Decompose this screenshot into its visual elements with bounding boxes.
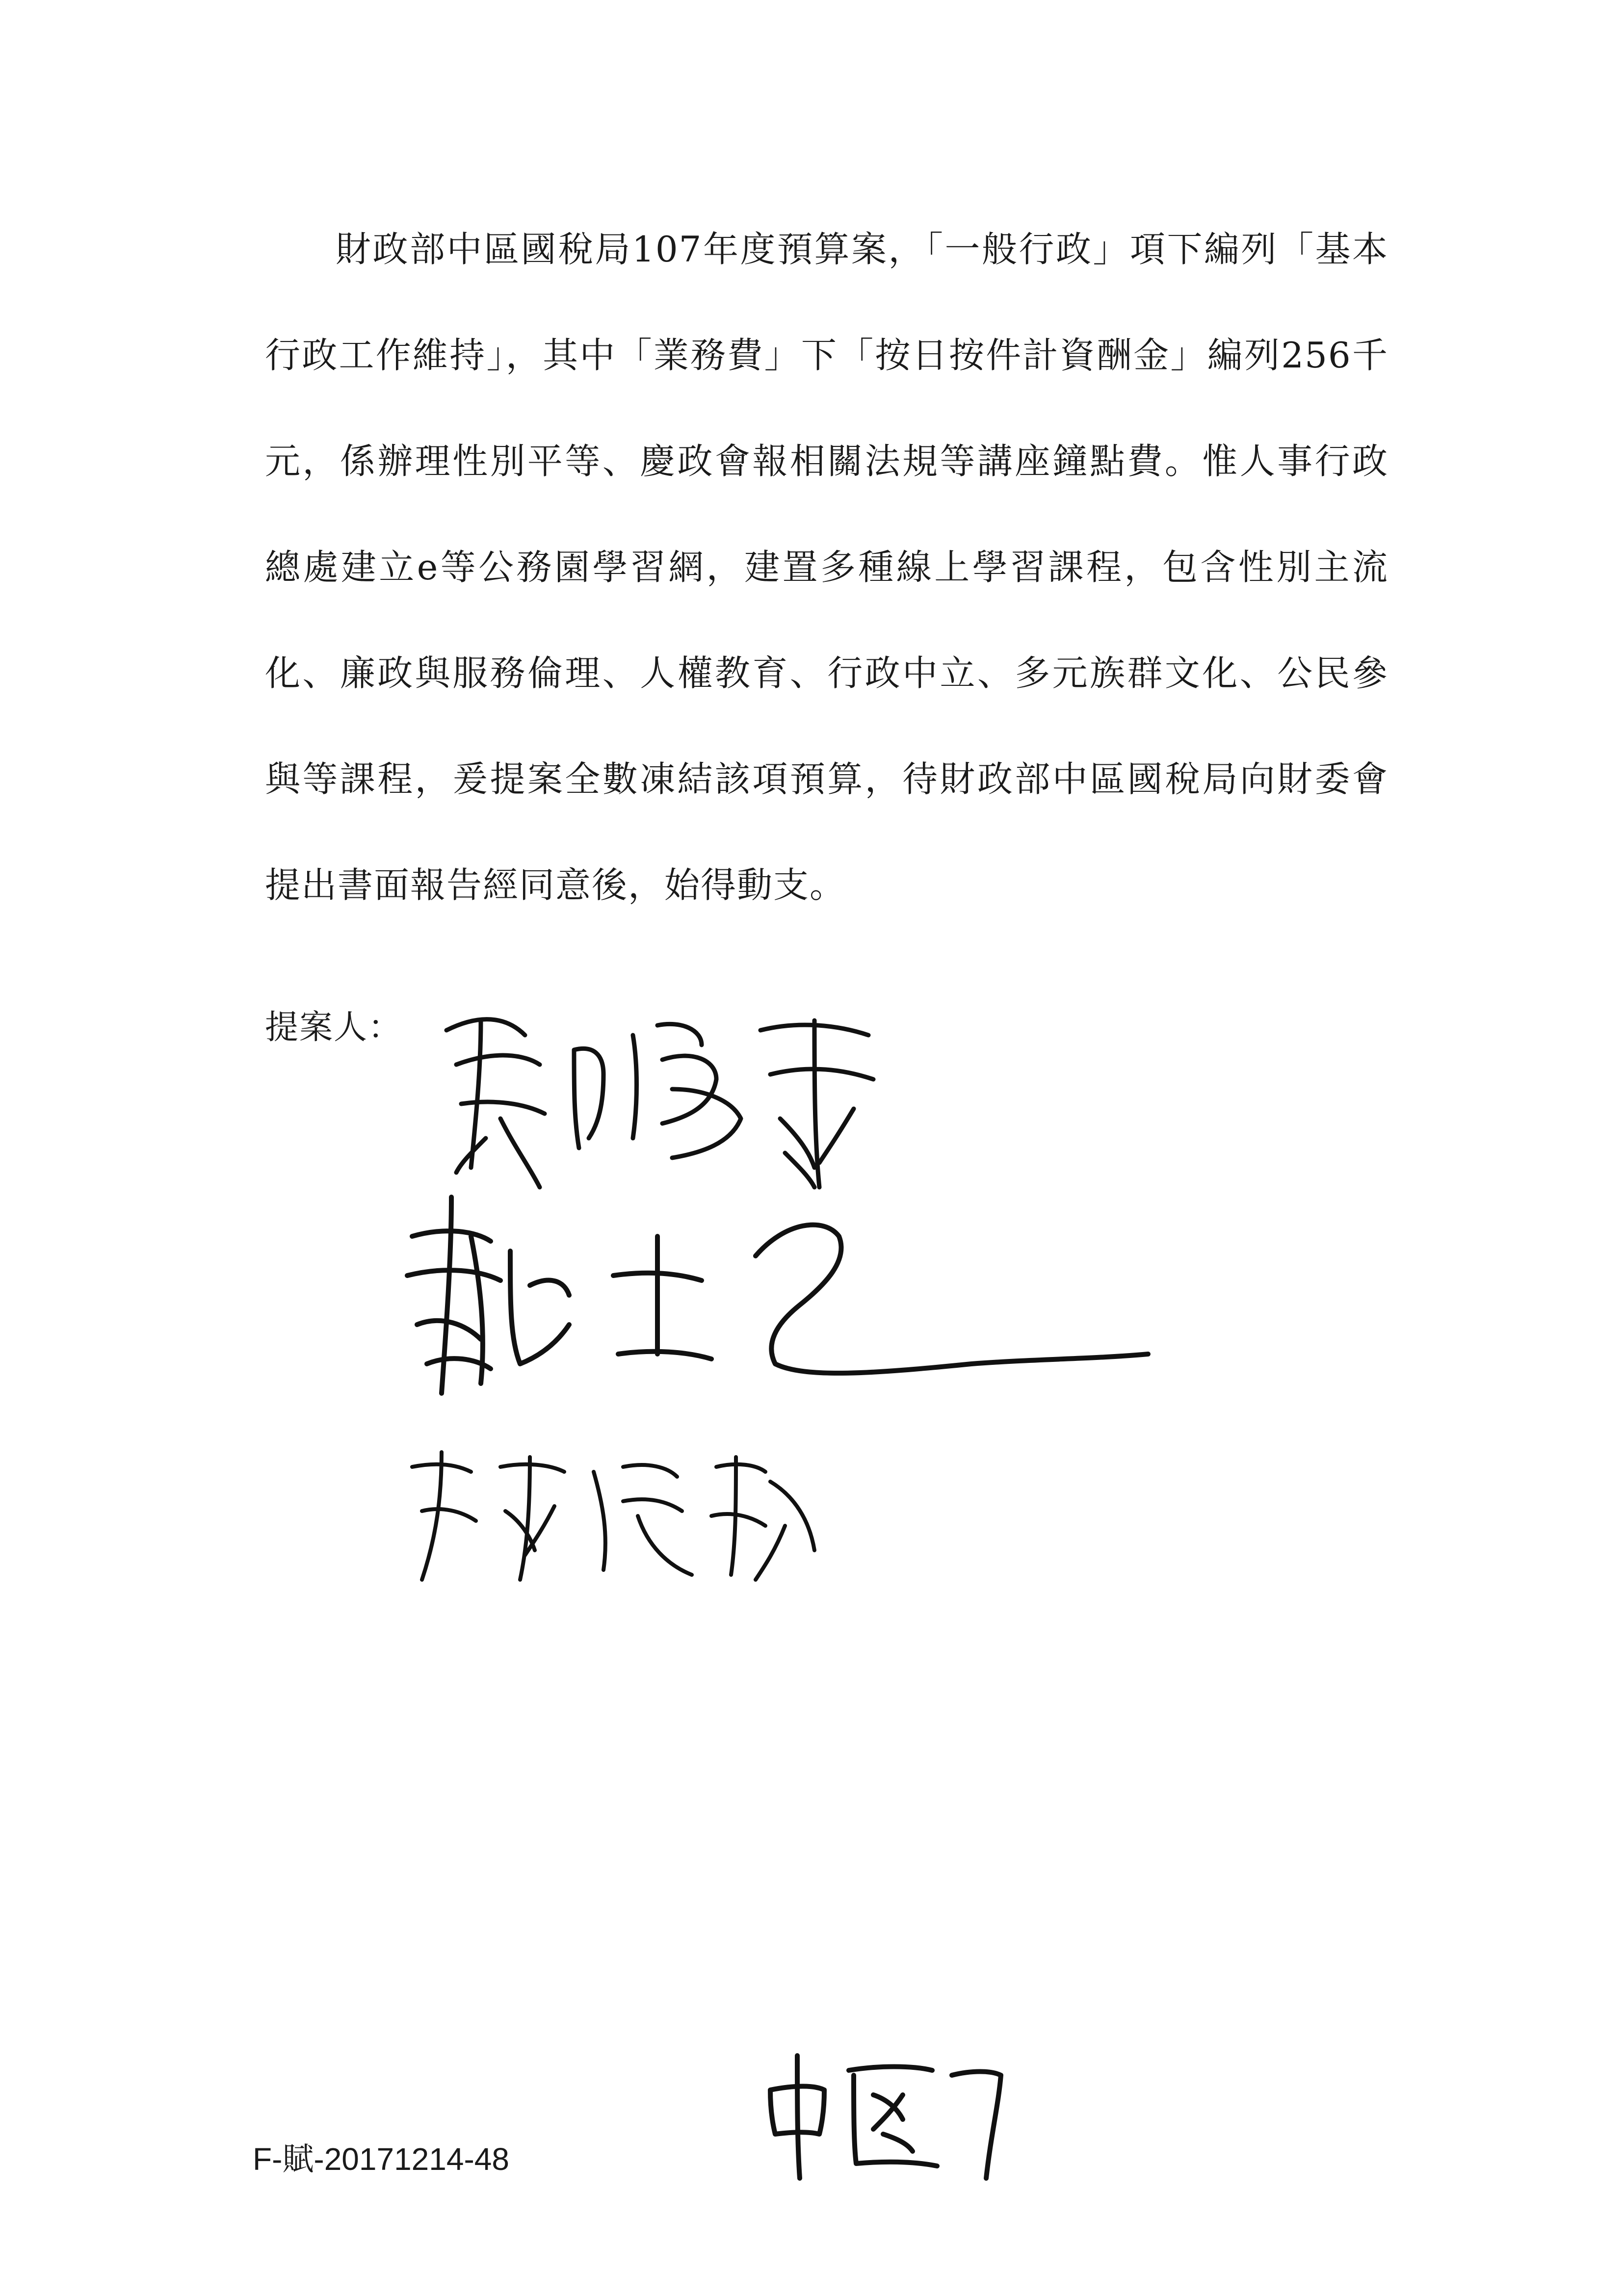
proposer-label: 提案人：	[265, 1008, 403, 1047]
handwritten-stamp-mark	[756, 2036, 1011, 2183]
signature-1	[427, 991, 898, 1197]
proposal-body-text: 財政部中區國稅局107年度預算案，「一般行政」項下編列「基本行政工作維持」，其中「業務費」下「按日按件計資酬金」編列256千元，係辦理性別平等、慶政會報相關法規等講座鐘點費。惟人事行政總處建立e等公務園學習網，建置多種線上學習課程，包含性別主流化、廉政與服務倫理、人權教育、行政中立、多元族群文化、公民參與等課程，爰提案全數凍結該項預算，待財政部中區國稅局向財委會提出書面報告經同意後，始得動支。	[265, 229, 1388, 906]
document-id: F-賦-20171214-48	[253, 2141, 509, 2177]
signature-2	[383, 1177, 1168, 1403]
signature-3	[393, 1437, 834, 1594]
